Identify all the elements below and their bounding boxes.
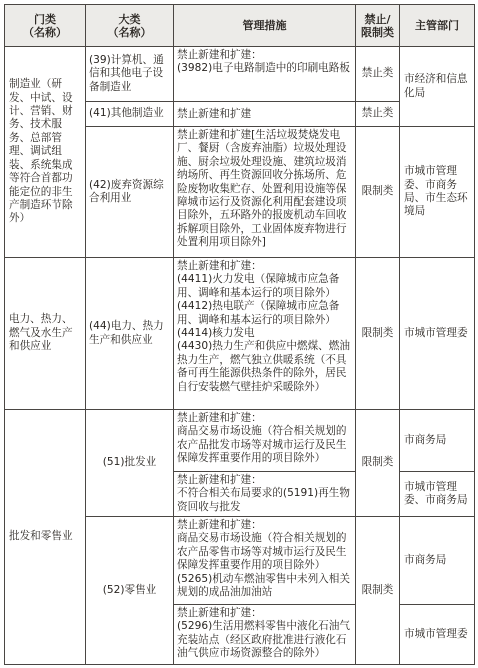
category-cell: (44)电力、热力生产和供应业	[86, 258, 174, 410]
table-row	[5, 258, 475, 410]
limit-cell: 限制类	[356, 410, 400, 517]
category-cell: (42)废弃资源综合利用业	[86, 127, 174, 258]
door-cell: 批发和零售业	[5, 410, 86, 665]
door-cell: 电力、热力、燃气及水生产和供应业	[5, 258, 86, 410]
measure-cell: 禁止新建和扩建	[174, 102, 356, 127]
limit-cell: 禁止类	[356, 47, 400, 102]
header-measures: 管理措施	[174, 5, 356, 47]
measure-cell: 禁止新建和扩建[生活垃圾焚烧发电厂、餐厨（含废弃油脂）垃圾处理设施、厨余垃圾处理设施、建筑垃圾消纳场所、再生资源回收分拣场所、危险废物收集贮存、处置利用设施等保障城市运行及资源化利用配套建设项目除外，五环路外的报废机动车回收拆解项目除外，工业固体废弃物进行处置利用项目除外]	[174, 127, 356, 258]
header-row	[5, 5, 475, 47]
table-row	[5, 410, 475, 472]
door-cell: 制造业（研发、中试、设计、营销、财务、技术服务、总部管理、调试组装、系统集成等符合首都功能定位的非生产制造环节除外）	[5, 47, 86, 258]
header-limit: 禁止/ 限制类	[356, 5, 400, 47]
limit-cell: 限制类	[356, 258, 400, 410]
measure-cell: 禁止新建和扩建： 商品交易市场设施（符合相关规划的农产品批发市场等对城市运行及民生保障发挥重要作用的项目除外）	[174, 410, 356, 472]
limit-cell: 禁止类	[356, 102, 400, 127]
category-cell: (51)批发业	[86, 410, 174, 517]
dept-cell: 市城市管理委、市商务局	[400, 472, 475, 517]
dept-cell: 市经济和信息化局	[400, 47, 475, 127]
header-dept: 主管部门	[400, 5, 475, 47]
limit-cell: 限制类	[356, 517, 400, 665]
dept-cell: 市商务局	[400, 517, 475, 605]
table-row	[5, 47, 475, 102]
limit-cell: 限制类	[356, 127, 400, 258]
measure-cell: 禁止新建和扩建： 商品交易市场设施（符合相关规划的农产品零售市场等对城市运行及民生保障发挥重要作用的项目除外） (5265)机动车燃油零售中未列入相关规划的成品油加油站	[174, 517, 356, 605]
dept-cell: 市城市管理委	[400, 258, 475, 410]
header-category: 大类 （名称）	[86, 5, 174, 47]
measure-cell: 禁止新建和扩建： 不符合相关布局要求的(5191)再生物资回收与批发	[174, 472, 356, 517]
dept-cell: 市城市管理委、市商务局、市生态环境局	[400, 127, 475, 258]
measure-cell: 禁止新建和扩建： (4411)火力发电（保障城市应急备用、调峰和基本运行的项目除外） (4412)热电联产（保障城市应急备用、调峰和基本运行的项目除外） (4414)核力发电 (4430)热力生产和供应中燃煤、燃油热力生产，燃气独立供暖系统（不具备可再生能源供热条件的除外，居民自行安装燃气壁挂炉采暖除外）	[174, 258, 356, 410]
dept-cell: 市商务局	[400, 410, 475, 472]
category-cell: (41)其他制造业	[86, 102, 174, 127]
measure-cell: 禁止新建和扩建： (5296)生活用燃料零售中液化石油气充装站点（经区政府批准进行液化石油气供应市场资源整合的除外）	[174, 605, 356, 665]
regulation-table	[4, 4, 475, 665]
header-door: 门类 （名称）	[5, 5, 86, 47]
measure-cell: 禁止新建和扩建： (3982)电子电路制造中的印刷电路板	[174, 47, 356, 102]
dept-cell: 市城市管理委	[400, 605, 475, 665]
category-cell: (39)计算机、通信和其他电子设备制造业	[86, 47, 174, 102]
category-cell: (52)零售业	[86, 517, 174, 665]
